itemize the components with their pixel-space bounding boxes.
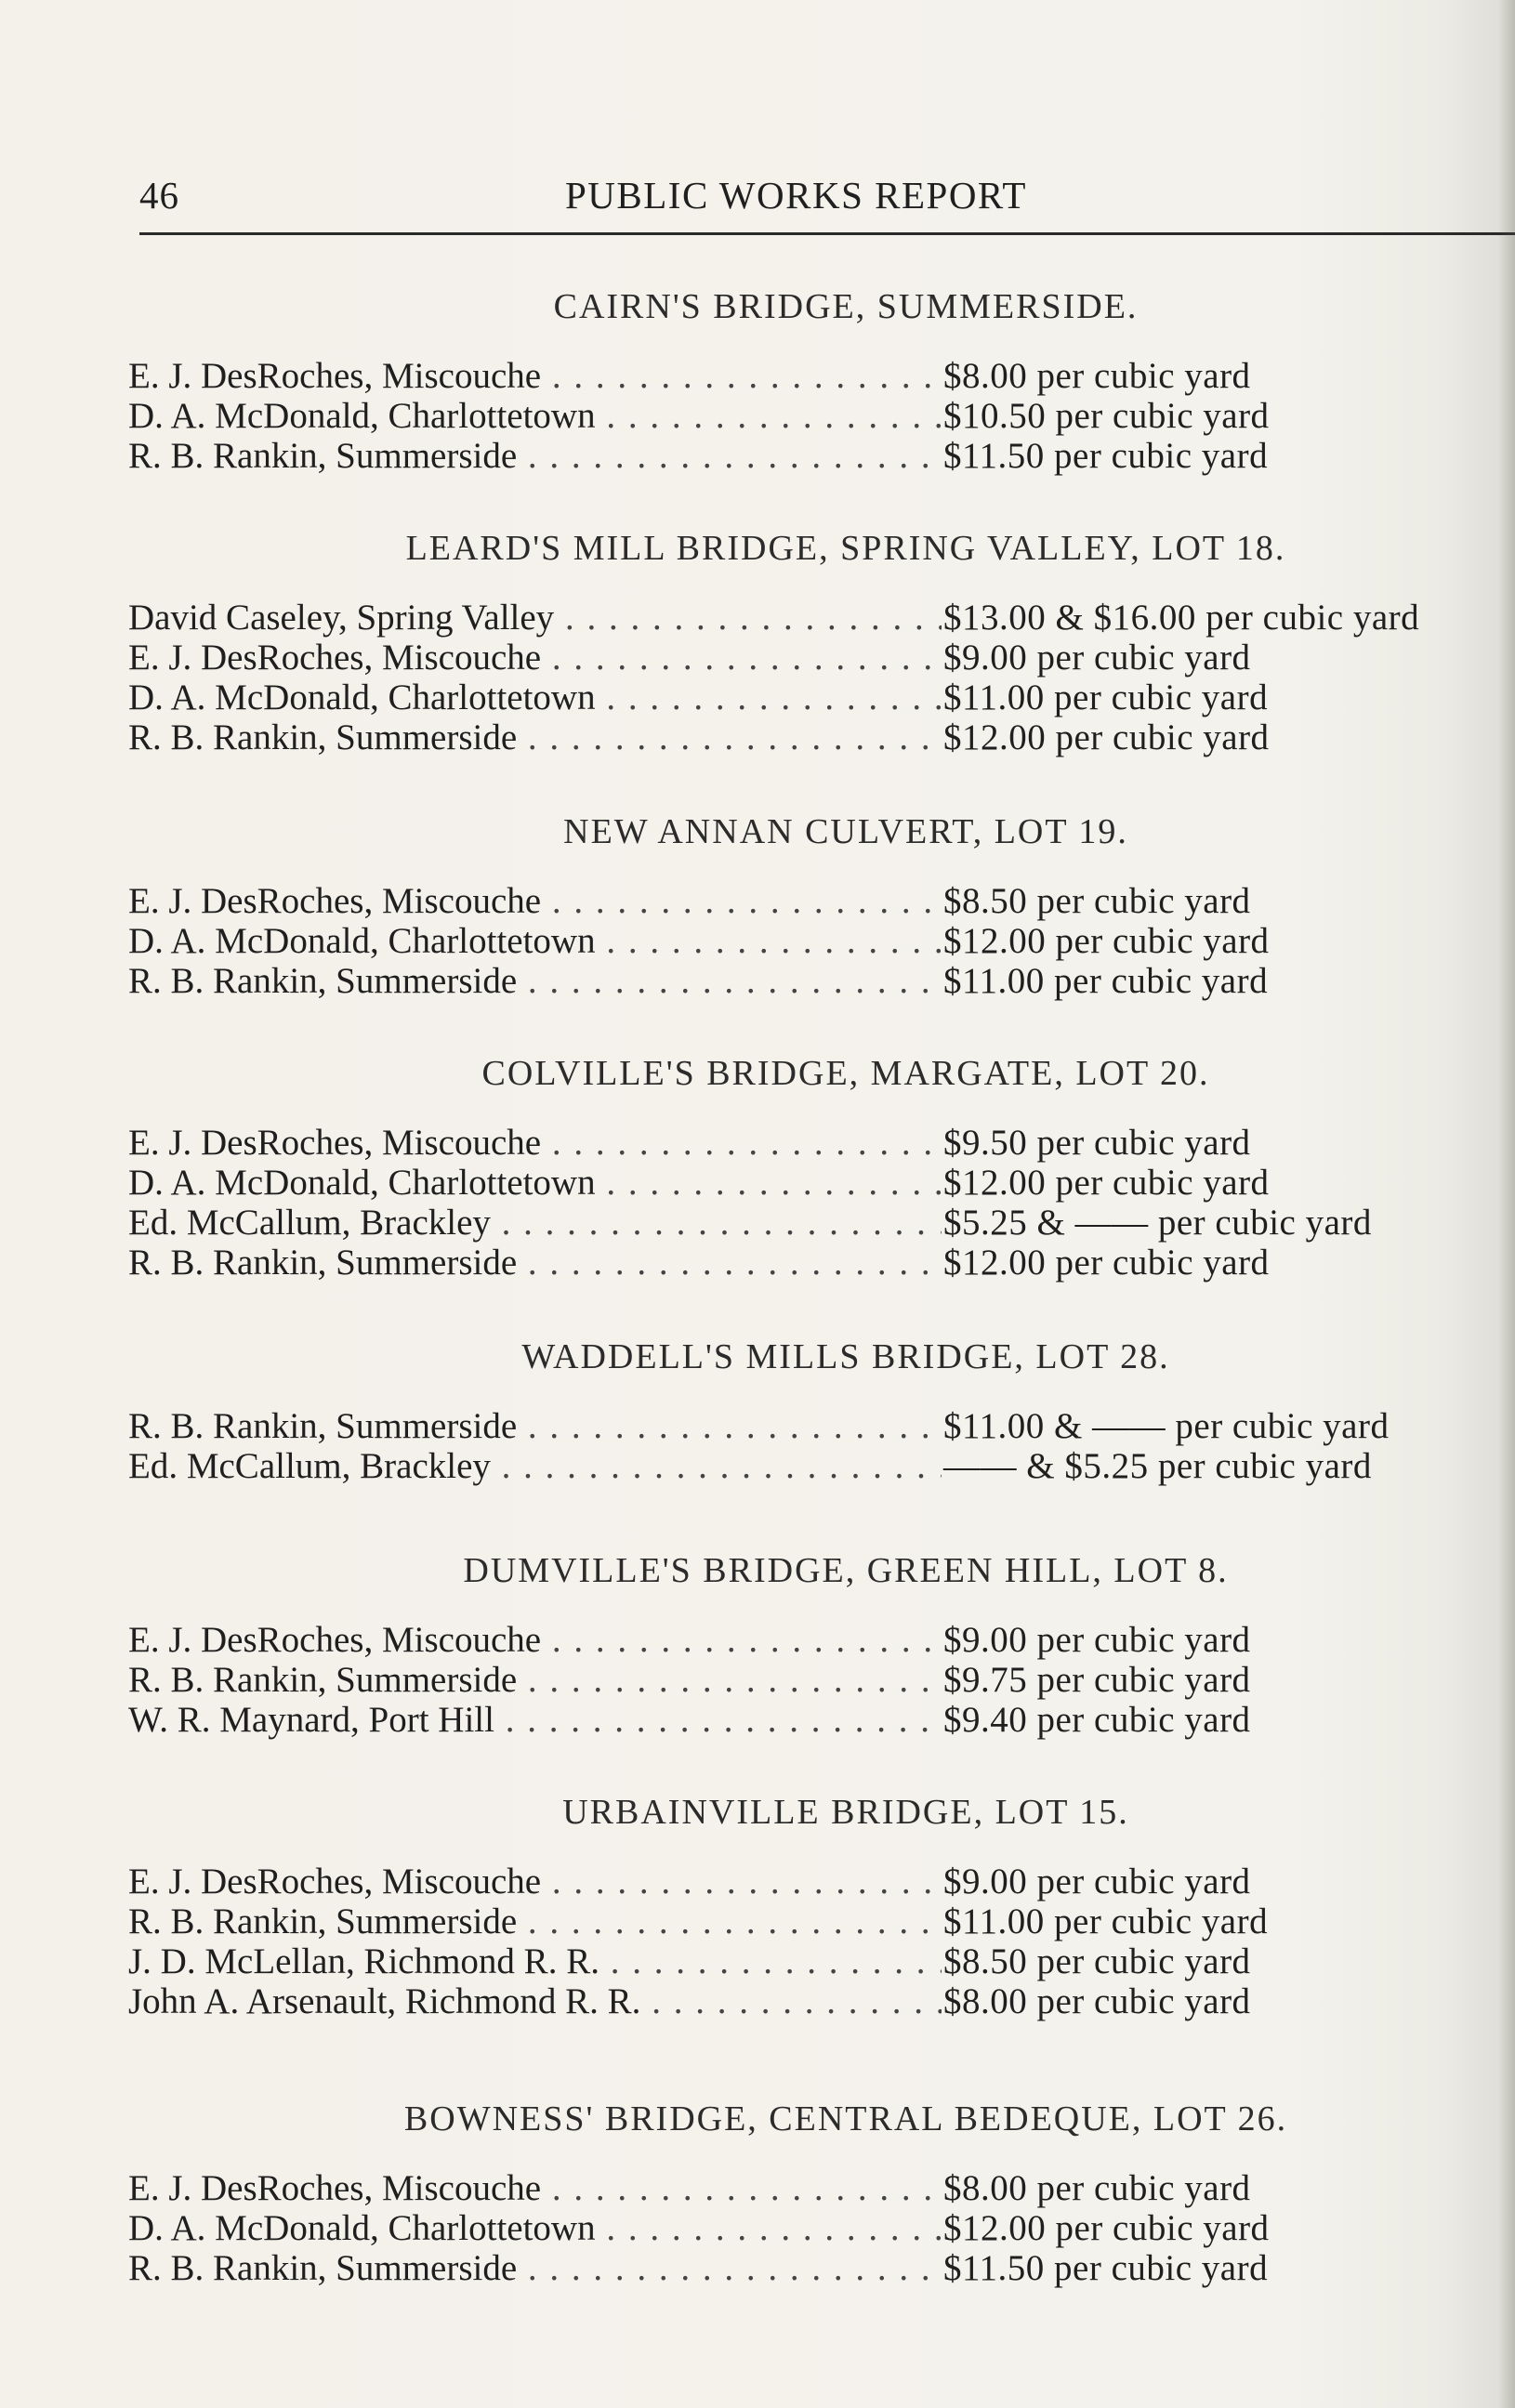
section-waddells-mills-bridge (112, 1334, 1506, 1486)
contractor-name: D. A. McDonald, Charlottetown . . . (128, 921, 942, 961)
contractor-name: Ed. McCallum, Brackley . . . (128, 1446, 942, 1486)
section-dumvilles-bridge (112, 1547, 1506, 1740)
bid-price: $12.00 per cubic yard (943, 2208, 1270, 2248)
running-title: PUBLIC WORKS REPORT (565, 174, 1027, 217)
bid-price: $9.00 per cubic yard (943, 638, 1251, 678)
contractor-name: E. J. DesRoches, Miscouche . . . (128, 2168, 942, 2208)
contractor-name: Ed. McCallum, Brackley . . . (128, 1203, 942, 1243)
bid-row (112, 436, 1506, 476)
contractor-name: E. J. DesRoches, Miscouche . . . (128, 356, 942, 396)
bid-row (112, 638, 1506, 678)
bid-row (112, 1660, 1506, 1700)
contractor-name: E. J. DesRoches, Miscouche . . . (128, 1862, 942, 1901)
bid-price: $11.00 & —— per cubic yard (943, 1406, 1390, 1446)
bid-list (112, 881, 1506, 1001)
bid-row (112, 1446, 1506, 1486)
bid-row (112, 717, 1506, 757)
bid-row (112, 1203, 1506, 1243)
bid-list (112, 1620, 1506, 1740)
bid-row (112, 2208, 1506, 2248)
bid-price: $11.00 per cubic yard (943, 961, 1269, 1001)
page-number: 46 (139, 174, 179, 217)
bid-row (112, 2248, 1506, 2288)
bid-row (112, 1406, 1506, 1446)
section-new-annan-culvert (112, 809, 1506, 1001)
bid-row (112, 921, 1506, 961)
contractor-name: R. B. Rankin, Summerside . . . (128, 1660, 942, 1700)
contractor-name: D. A. McDonald, Charlottetown . . . (128, 678, 942, 717)
bid-row (112, 678, 1506, 717)
bid-price: $8.50 per cubic yard (943, 1941, 1251, 1981)
bid-price: $13.00 & $16.00 per cubic yard (943, 598, 1420, 638)
bid-row (112, 1620, 1506, 1660)
contractor-name: D. A. McDonald, Charlottetown . . . (128, 396, 942, 436)
contractor-name: D. A. McDonald, Charlottetown . . . (128, 1163, 942, 1203)
section-cairns-bridge (112, 283, 1506, 476)
bid-price: $8.00 per cubic yard (943, 1981, 1251, 2021)
contractor-name: R. B. Rankin, Summerside . . . (128, 1406, 942, 1446)
bid-price: $9.75 per cubic yard (943, 1660, 1251, 1700)
section-title: WADDELL'S MILLS BRIDGE, LOT 28. (521, 1337, 1170, 1376)
bid-row (112, 396, 1506, 436)
section-bowness-bridge (112, 2096, 1506, 2288)
contractor-name: E. J. DesRoches, Miscouche . . . (128, 1123, 942, 1163)
section-leards-mill-bridge (112, 525, 1506, 757)
contractor-name: E. J. DesRoches, Miscouche . . . (128, 1620, 942, 1660)
bid-row (112, 598, 1506, 638)
bid-row (112, 1981, 1506, 2021)
bid-price: $12.00 per cubic yard (943, 1243, 1270, 1283)
bid-price: $8.00 per cubic yard (943, 356, 1251, 396)
bid-row (112, 1862, 1506, 1901)
section-title: URBAINVILLE BRIDGE, LOT 15. (562, 1793, 1129, 1832)
section-title: NEW ANNAN CULVERT, LOT 19. (563, 812, 1128, 851)
page-edge-shadow (1498, 0, 1515, 2408)
bid-row (112, 1163, 1506, 1203)
contractor-name: E. J. DesRoches, Miscouche . . . (128, 638, 942, 678)
bid-list (112, 356, 1506, 476)
contractor-name: R. B. Rankin, Summerside . . . (128, 2248, 942, 2288)
contractor-name: W. R. Maynard, Port Hill . . . (128, 1700, 942, 1740)
bid-price: $11.50 per cubic yard (943, 436, 1269, 476)
bid-list (112, 1862, 1506, 2021)
bid-price: $12.00 per cubic yard (943, 1163, 1270, 1203)
bid-row (112, 1123, 1506, 1163)
bid-price: —— & $5.25 per cubic yard (943, 1446, 1372, 1486)
bid-list (112, 1123, 1506, 1283)
contractor-name: E. J. DesRoches, Miscouche . . . (128, 881, 942, 921)
bid-price: $9.00 per cubic yard (943, 1862, 1251, 1901)
contractor-name: David Caseley, Spring Valley . . . (128, 598, 942, 638)
bid-price: $9.00 per cubic yard (943, 1620, 1251, 1660)
page-header (139, 173, 1515, 229)
bid-row (112, 1901, 1506, 1941)
contractor-name: John A. Arsenault, Richmond R. R. . . . (128, 1981, 942, 2021)
bid-row (112, 2168, 1506, 2208)
bid-price: $11.00 per cubic yard (943, 678, 1269, 717)
contractor-name: D. A. McDonald, Charlottetown . . . (128, 2208, 942, 2248)
contractor-name: R. B. Rankin, Summerside . . . (128, 436, 942, 476)
contractor-name: R. B. Rankin, Summerside . . . (128, 1901, 942, 1941)
bid-list (112, 1406, 1506, 1486)
bid-price: $5.25 & —— per cubic yard (943, 1203, 1372, 1243)
section-colvilles-bridge (112, 1050, 1506, 1283)
contractor-name: R. B. Rankin, Summerside . . . (128, 717, 942, 757)
section-title: CAIRN'S BRIDGE, SUMMERSIDE. (553, 287, 1139, 326)
header-rule (139, 232, 1515, 235)
bid-price: $9.50 per cubic yard (943, 1123, 1251, 1163)
bid-price: $10.50 per cubic yard (943, 396, 1270, 436)
bid-list (112, 598, 1506, 757)
contractor-name: J. D. McLellan, Richmond R. R. . . . (128, 1941, 942, 1981)
contractor-name: R. B. Rankin, Summerside . . . (128, 1243, 942, 1283)
section-title: DUMVILLE'S BRIDGE, GREEN HILL, LOT 8. (463, 1551, 1229, 1590)
bid-price: $12.00 per cubic yard (943, 717, 1270, 757)
bid-price: $11.50 per cubic yard (943, 2248, 1269, 2288)
section-title: LEARD'S MILL BRIDGE, SPRING VALLEY, LOT 18. (405, 529, 1286, 568)
bid-price: $8.50 per cubic yard (943, 881, 1251, 921)
bid-price: $9.40 per cubic yard (943, 1700, 1251, 1740)
section-title: BOWNESS' BRIDGE, CENTRAL BEDEQUE, LOT 26. (403, 2099, 1288, 2138)
section-urbainville-bridge (112, 1789, 1506, 2021)
bid-price: $11.00 per cubic yard (943, 1901, 1269, 1941)
bid-row (112, 961, 1506, 1001)
bid-row (112, 881, 1506, 921)
bid-row (112, 1700, 1506, 1740)
bid-row (112, 1243, 1506, 1283)
bid-row (112, 1941, 1506, 1981)
bid-price: $12.00 per cubic yard (943, 921, 1270, 961)
contractor-name: R. B. Rankin, Summerside . . . (128, 961, 942, 1001)
bid-price: $8.00 per cubic yard (943, 2168, 1251, 2208)
bid-row (112, 356, 1506, 396)
section-title: COLVILLE'S BRIDGE, MARGATE, LOT 20. (481, 1054, 1210, 1093)
bid-list (112, 2168, 1506, 2288)
